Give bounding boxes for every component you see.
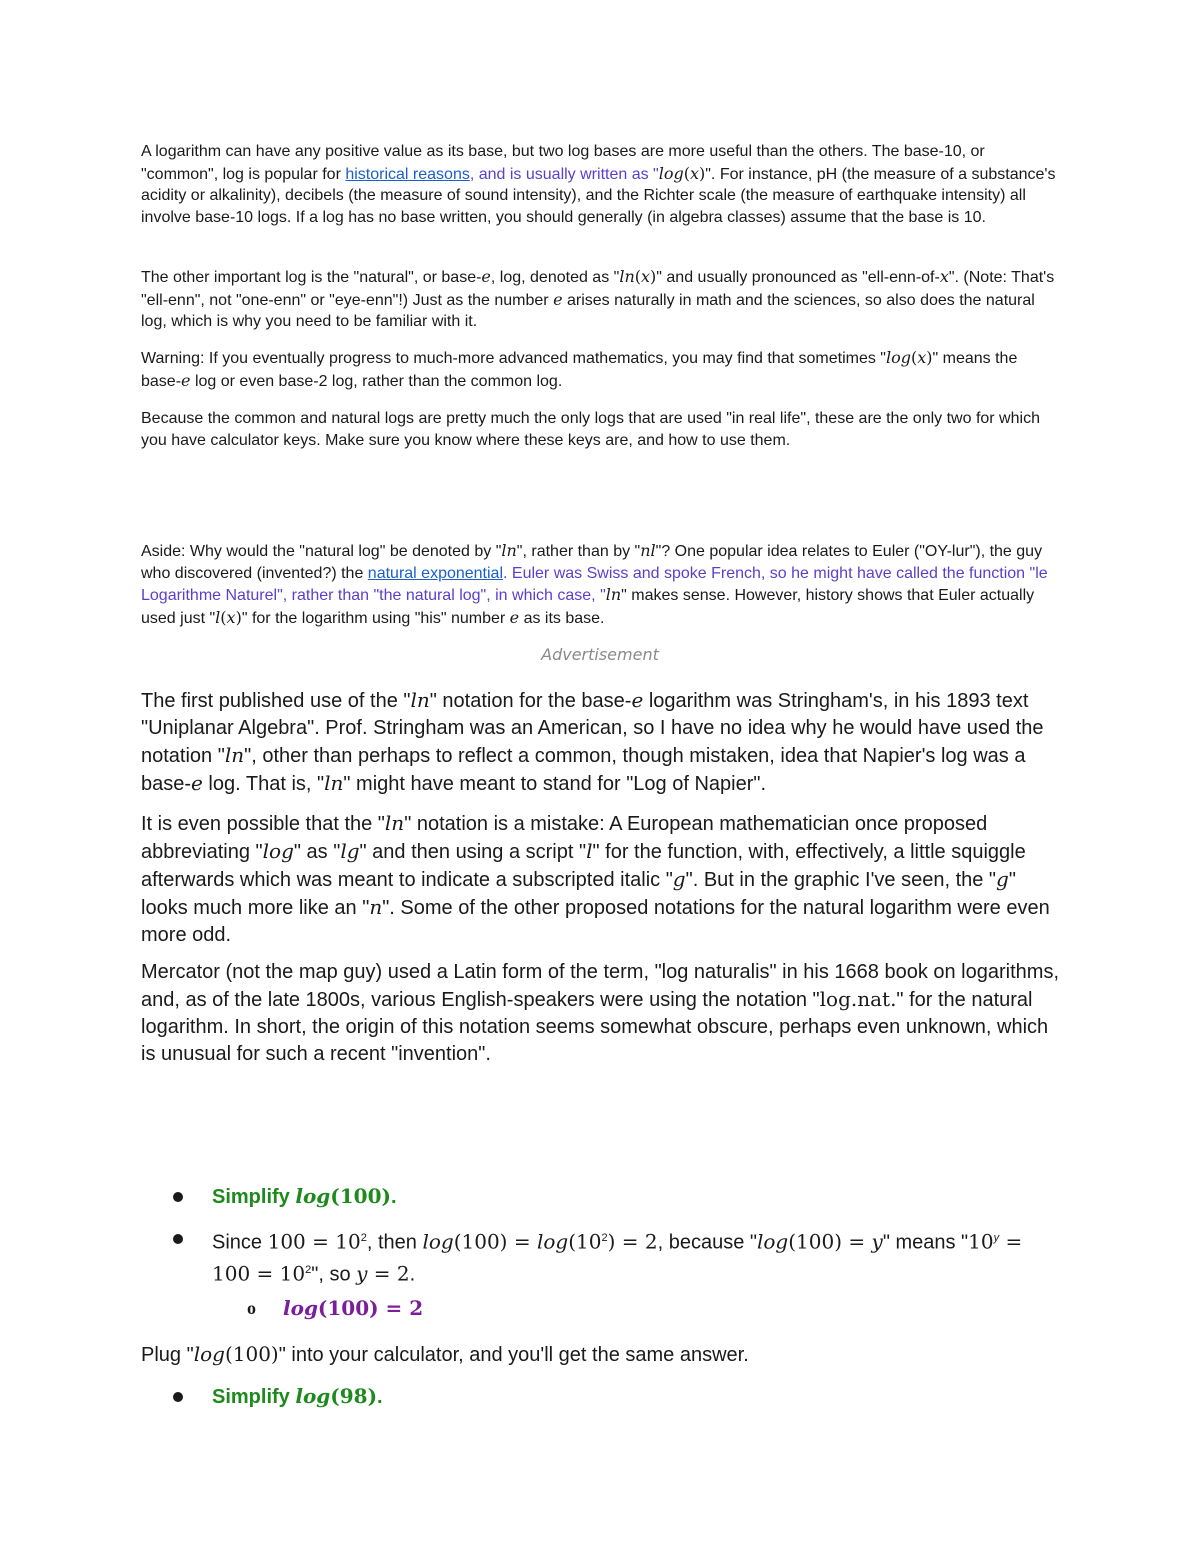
text: " means " <box>882 1231 969 1254</box>
text: " into your calculator, and you'll get the same answer. <box>278 1344 749 1366</box>
math: log <box>283 1296 318 1320</box>
text: ", other than perhaps to reflect a common, though mistaken, idea that Napier's log was a base- <box>141 745 1026 795</box>
math: log <box>536 1229 569 1254</box>
text: " and then using a script " <box>359 841 587 863</box>
text: Aside: Why would the "natural log" be denoted by " <box>141 543 502 560</box>
text: . Euler was Swiss and spoke French, so he might have called the function "le Logarithme Naturel", rather than "the natural log", in which case, " <box>141 564 1048 604</box>
text: ". (Note: That's "ell-enn", not "one-enn" or "eye-enn"!) Just as the number <box>141 269 1055 309</box>
math: (100) <box>330 1184 391 1208</box>
math: lg <box>340 839 360 863</box>
math: (100) = <box>453 1229 537 1254</box>
math: = 100 = 10 <box>212 1229 1023 1286</box>
math: ln <box>605 585 622 604</box>
text: ", so <box>311 1263 357 1286</box>
text: logarithm was Stringham's, in his 1893 text "Uniplanar Algebra". Prof. Stringham was an American, so I have no idea why he would have used the notation " <box>141 690 1044 767</box>
text: . <box>409 1263 416 1286</box>
text: ". Some of the other proposed notations for the natural logarithm were even more odd. <box>141 897 1050 946</box>
math: ln <box>384 811 405 835</box>
text: " and usually pronounced as "ell-enn-of- <box>656 269 940 286</box>
sub-bullet-marker: o <box>247 1298 256 1318</box>
math: ( <box>220 607 227 627</box>
math-exponent: 2 <box>360 1232 367 1244</box>
math: nl <box>640 541 656 560</box>
math: e <box>553 289 563 309</box>
math: e <box>191 771 203 795</box>
text: " for the function, with, effectively, a little squiggle afterwards which was meant to indicate a subscripted italic " <box>141 841 1026 891</box>
paragraph-aside <box>141 540 1061 629</box>
text: as its base. <box>519 609 605 627</box>
math: y <box>871 1229 883 1254</box>
math: ) = 2 <box>607 1229 658 1254</box>
paragraph-common-log <box>141 141 1061 228</box>
text: " might have meant to stand for "Log of Napier". <box>343 773 767 795</box>
math: 10 <box>968 1229 994 1254</box>
text: Because the common and natural logs are pretty much the only logs that are used "in real life", these are the only two for which you have calculator keys. Make sure you know where these keys are, and how to use them. <box>141 410 1040 449</box>
historical-reasons-link[interactable]: historical reasons <box>345 165 470 183</box>
math: ( <box>683 163 690 183</box>
math: n <box>369 895 383 919</box>
natural-exponential-link[interactable]: natural exponential <box>367 564 504 582</box>
exercise-simplify-log-100 <box>212 1183 1062 1211</box>
text: ". For instance, pH (the measure of a substance's acidity or alkalinity), decibels (the measure of sound intensity), and the Richter scale (the measure of earthquake intensity) all involve base-10 logs. If a log has no base written, you should generally (in algebra classes) assume that the base is 10. <box>141 165 1056 226</box>
math: g <box>672 867 686 891</box>
paragraph-plug-calculator <box>141 1341 1061 1369</box>
bullet-icon <box>173 1392 183 1402</box>
bullet-icon <box>173 1192 183 1202</box>
text: ". But in the graphic I've seen, the " <box>685 869 997 891</box>
math: e <box>509 607 520 627</box>
math: x <box>641 267 651 286</box>
text: log. That is, " <box>202 773 325 795</box>
text: The other important log is the "natural", or base- <box>141 269 482 286</box>
math: x <box>939 267 949 286</box>
text: Warning: If you eventually progress to much-more advanced mathematics, you may find that sometimes " <box>141 350 886 367</box>
text: , then <box>366 1231 423 1254</box>
text: Plug " <box>141 1344 194 1366</box>
text: The first published use of the " <box>141 690 411 712</box>
math: ) <box>926 348 933 367</box>
text: A logarithm can have any positive value as its base, but two log bases are more useful than the others. The base-10, or "common", log is popular for <box>141 143 985 183</box>
math: ) <box>235 607 242 627</box>
math: ln <box>501 541 517 560</box>
math: log <box>756 1229 789 1254</box>
math: = 2 <box>367 1261 410 1286</box>
math: ln <box>410 688 430 712</box>
math: ln <box>619 267 635 286</box>
text: , log, denoted as " <box>490 269 620 286</box>
math: e <box>481 267 491 286</box>
math: (100) = <box>788 1229 872 1254</box>
math: log <box>885 348 911 367</box>
math: (98) <box>330 1384 378 1408</box>
math: e <box>631 688 644 712</box>
text: It is even possible that the " <box>141 813 385 835</box>
math: l <box>586 839 593 863</box>
math: ( <box>910 348 918 367</box>
text: ", rather than by " <box>516 543 641 560</box>
text: " notation is a mistake: A European mathematician once proposed abbreviating " <box>141 813 988 863</box>
math: e <box>181 370 191 390</box>
math: l <box>215 607 221 627</box>
math-exponent: 2 <box>305 1263 312 1276</box>
math: (10 <box>568 1229 602 1254</box>
math: x <box>689 163 699 183</box>
bullet-icon <box>173 1234 183 1244</box>
math: (100) <box>224 1342 279 1366</box>
math-exponent: y <box>993 1232 1000 1244</box>
text: " notation for the base- <box>429 690 632 712</box>
text: Mercator (not the map guy) used a Latin form of the term, "log naturalis" in his 1668 book on logarithms, and, as of the late 1800s, various English-speakers were using the notation " <box>141 961 1059 1011</box>
math: (100) = 2 <box>317 1296 424 1320</box>
solution-log-100 <box>212 1225 1062 1288</box>
text: " for the natural logarithm. In short, the origin of this notation seems somewhat obscure, perhaps even unknown, which is unusual for such a recent "invention". <box>141 989 1049 1065</box>
math: ( <box>634 267 641 286</box>
text: " means the base- <box>141 350 1018 390</box>
text: Simplify <box>212 1186 296 1208</box>
math: ) <box>699 163 706 183</box>
text: " looks much more like an " <box>141 869 1016 919</box>
text: Since <box>212 1231 268 1254</box>
math: log <box>193 1342 225 1366</box>
text: " makes sense. However, history shows that Euler actually used just " <box>141 587 1035 627</box>
advertisement-label: Advertisement <box>541 645 659 664</box>
text: , because " <box>657 1231 757 1254</box>
paragraph-stringham <box>141 687 1061 798</box>
math: x <box>917 348 927 367</box>
text: " for the logarithm using "his" number <box>241 609 510 627</box>
text: log or even base-2 log, rather than the common log. <box>190 372 563 390</box>
text: arises naturally in math and the sciences, so also does the natural log, which is why you need to be familiar with it. <box>141 291 1035 330</box>
math: log <box>262 839 294 863</box>
math: y <box>356 1261 368 1286</box>
answer-log-100 <box>283 1295 883 1323</box>
text: , and is usually written as " <box>469 165 659 183</box>
paragraph-warning <box>141 347 1061 392</box>
paragraph-natural-log <box>141 266 1061 333</box>
math: log <box>295 1184 331 1208</box>
math: log.nat. <box>819 987 897 1011</box>
exercise-simplify-log-98 <box>212 1383 1062 1411</box>
paragraph-mercator <box>141 959 1061 1068</box>
math: ln <box>224 743 245 767</box>
text: . <box>390 1186 397 1208</box>
paragraph-mistake <box>141 810 1061 949</box>
math-exponent: 2 <box>601 1232 608 1244</box>
math: log <box>295 1384 331 1408</box>
math: 100 = 10 <box>267 1229 361 1254</box>
text: "? One popular idea relates to Euler ("OY-lur"), the guy who discovered (invented?) the <box>141 543 1043 582</box>
math: g <box>996 867 1009 891</box>
math: ln <box>324 771 344 795</box>
math: log <box>422 1229 454 1254</box>
text: . <box>377 1386 383 1408</box>
math: log <box>658 163 684 183</box>
math: x <box>226 607 236 627</box>
paragraph-calculator-keys <box>141 408 1061 451</box>
text: Simplify <box>212 1386 296 1408</box>
text: " as " <box>293 841 341 863</box>
math: ) <box>650 267 657 286</box>
